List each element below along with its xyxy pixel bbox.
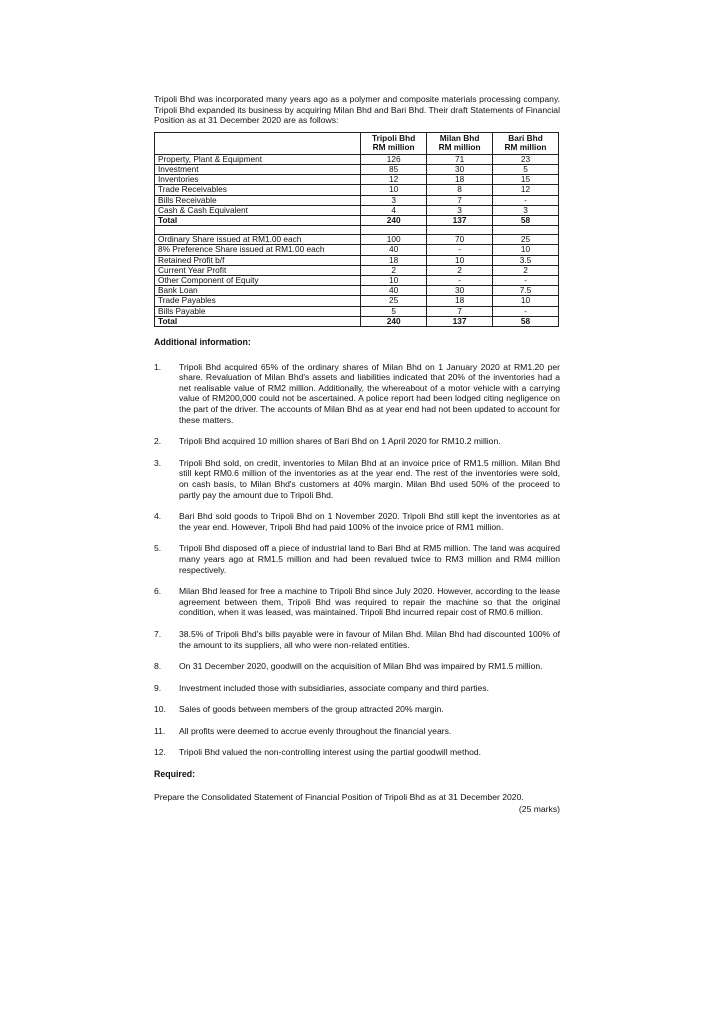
row-label: Retained Profit b/f [155,255,361,265]
row-label: Bank Loan [155,286,361,296]
item-number: 11. [154,725,166,736]
item-number: 9. [154,682,162,693]
row-label: Trade Payables [155,296,361,306]
row-value: 25 [493,235,559,245]
item-text: Tripoli Bhd sold, on credit, inventories to Milan Bhd at an invoice price of RM1.5 million. Milan Bhd still kept RM0.6 million of the inventories as at the year end. The rest of the inventories were sold, on cash basis, to Milan Bhd's customers at 40% margin. Milan Bhd used 50% of the proceed to partly pay the amount due to Tripoli Bhd. [179,457,560,500]
item-number: 5. [154,543,162,554]
row-label: Inventories [155,175,361,185]
task-text: Prepare the Consolidated Statement of Financial Position of Tripoli Bhd as at 31 December 2020. [154,791,524,802]
row-label: Total [155,216,361,226]
item-text: Bari Bhd sold goods to Tripoli Bhd on 1 November 2020. Tripoli Bhd still kept the inventories as at the year end. However, Tripoli Bhd had paid 100% of the invoice price of RM1 million. [179,511,560,532]
row-value: 10 [493,245,559,255]
table-row [155,205,559,215]
row-value: 40 [361,286,427,296]
item-text: 38.5% of Tripoli Bhd's bills payable were in favour of Milan Bhd. Milan Bhd had discounted 100% of the amount to its suppliers, all who were non-related entities. [179,628,560,650]
additional-info-list [154,362,560,758]
row-value: 100 [361,235,427,245]
list-item [154,704,560,715]
row-value: 18 [427,175,493,185]
header-milan-name: Milan Bhd [439,132,480,143]
item-number: 8. [154,661,162,672]
row-value: 10 [493,296,559,306]
row-value: 3.5 [493,255,559,265]
table-row [155,185,559,195]
row-value: 18 [427,296,493,306]
row-label: Other Component of Equity [155,276,361,286]
list-item [154,511,560,532]
item-number: 7. [154,628,162,639]
row-value: 30 [427,286,493,296]
item-number: 2. [154,436,162,447]
item-number: 1. [154,361,162,372]
row-value: 126 [361,154,427,164]
item-text: Sales of goods between members of the group attracted 20% margin. [179,704,444,715]
row-label: Bills Payable [155,306,361,316]
list-item [154,683,560,694]
intro-paragraph: Tripoli Bhd was incorporated many years ago as a polymer and composite materials processing company. Tripoli Bhd expanded its business by acquiring Milan Bhd and Bari Bhd. Their draft Statements of Financial Position as at 31 December 2020 are as follows: [154,94,560,126]
list-item [154,458,560,500]
row-value: 5 [361,306,427,316]
row-value: 18 [361,255,427,265]
row-value: 4 [361,205,427,215]
header-milan [427,132,493,154]
row-label: Total [155,316,361,326]
header-tripoli [361,132,427,154]
table-row [155,175,559,185]
row-value: 12 [493,185,559,195]
item-text: Tripoli Bhd acquired 10 million shares of Bari Bhd on 1 April 2020 for RM10.2 million. [179,436,501,447]
row-value: 15 [493,175,559,185]
row-value: 3 [493,205,559,215]
list-item [154,629,560,650]
item-text: On 31 December 2020, goodwill on the acquisition of Milan Bhd was impaired by RM1.5 million. [179,661,543,672]
header-milan-unit: RM million [438,142,481,153]
row-value: 10 [361,185,427,195]
table-row [155,255,559,265]
row-value: 137 [427,316,493,326]
header-blank [155,132,361,154]
row-value: 10 [427,255,493,265]
row-label: Bills Receivable [155,195,361,205]
assets-total-row [155,216,559,226]
row-value: 85 [361,164,427,174]
table-row [155,235,559,245]
header-tripoli-unit: RM million [372,142,415,153]
table-row [155,296,559,306]
list-item [154,726,560,737]
row-label: Investment [155,164,361,174]
row-value: 58 [493,316,559,326]
header-bari [493,132,559,154]
row-value: 7 [427,306,493,316]
row-value: 12 [361,175,427,185]
row-value: 30 [427,164,493,174]
row-value: 3 [427,205,493,215]
table-row [155,265,559,275]
item-number: 6. [154,586,162,597]
item-text: Tripoli Bhd acquired 65% of the ordinary shares of Milan Bhd on 1 January 2020 at RM1.20 per share. Revaluation of Milan Bhd's assets and liabilities indicated that 20% of the inventories had a net realisable value of RM2 million. Additionally, the whereabout of a motor vehicle with a carrying value of RM200,000 could not be ascertained. A police report had been lodged citing negligence on the part of the driver. The accounts of Milan Bhd as at year end had not been updated to account for these matters. [179,361,560,425]
row-label: 8% Preference Share issued at RM1.00 each [155,245,361,255]
row-value: 23 [493,154,559,164]
list-item [154,747,560,758]
row-value: 2 [361,265,427,275]
header-bari-unit: RM million [504,142,547,153]
table-row [155,286,559,296]
item-text: Tripoli Bhd disposed off a piece of industrial land to Bari Bhd at RM5 million. The land was acquired many years ago at RM1.5 million and had been revalued twice to RM3 million and RM4 million respectively. [179,543,560,575]
item-number: 12. [154,747,166,758]
row-value: 58 [493,216,559,226]
row-label: Property, Plant & Equipment [155,154,361,164]
list-item [154,436,560,447]
header-tripoli-name: Tripoli Bhd [371,132,416,143]
item-text: Milan Bhd leased for free a machine to Tripoli Bhd since July 2020. However, according to the lease agreement between them, Tripoli Bhd was required to repair the machine so that the original condition, when it was leased, was maintained. Tripoli Bhd incurred repair cost of RM0.6 million. [179,586,560,618]
row-value: 240 [361,216,427,226]
document-page [154,94,560,815]
row-value: 40 [361,245,427,255]
table-row [155,306,559,316]
additional-info-heading: Additional information: [154,337,251,348]
row-label: Current Year Profit [155,265,361,275]
row-value: 137 [427,216,493,226]
row-value: 7.5 [493,286,559,296]
row-value: 2 [493,265,559,275]
row-value: 71 [427,154,493,164]
item-number: 4. [154,511,162,522]
row-value: 25 [361,296,427,306]
list-item [154,661,560,672]
row-value: 70 [427,235,493,245]
list-item [154,362,560,426]
item-number: 3. [154,457,162,468]
row-value: 7 [427,195,493,205]
row-value: 8 [427,185,493,195]
row-value: 3 [361,195,427,205]
list-item [154,543,560,575]
table-row [155,164,559,174]
item-text: Investment included those with subsidiaries, associate company and third parties. [179,682,490,693]
table-row [155,195,559,205]
row-value: 10 [361,276,427,286]
table-row [155,154,559,164]
row-value: - [427,245,493,255]
liabilities-total-row [155,316,559,326]
marks-label: (25 marks) [518,804,560,815]
row-value: 2 [427,265,493,275]
item-text: All profits were deemed to accrue evenly throughout the financial years. [179,725,452,736]
table-row [155,245,559,255]
row-value: - [493,195,559,205]
header-bari-name: Bari Bhd [508,132,543,143]
required-heading: Required: [154,769,196,780]
row-label: Cash & Cash Equivalent [155,205,361,215]
item-text: Tripoli Bhd valued the non-controlling interest using the partial goodwill method. [179,747,482,758]
table-header-row [155,132,559,154]
row-label: Ordinary Share issued at RM1.00 each [155,235,361,245]
list-item [154,586,560,618]
financial-position-table [154,132,559,327]
row-value: 240 [361,316,427,326]
row-value: - [493,276,559,286]
row-value: - [493,306,559,316]
row-label: Trade Receivables [155,185,361,195]
row-value: 5 [493,164,559,174]
row-value: - [427,276,493,286]
table-row [155,276,559,286]
item-number: 10. [154,704,166,715]
